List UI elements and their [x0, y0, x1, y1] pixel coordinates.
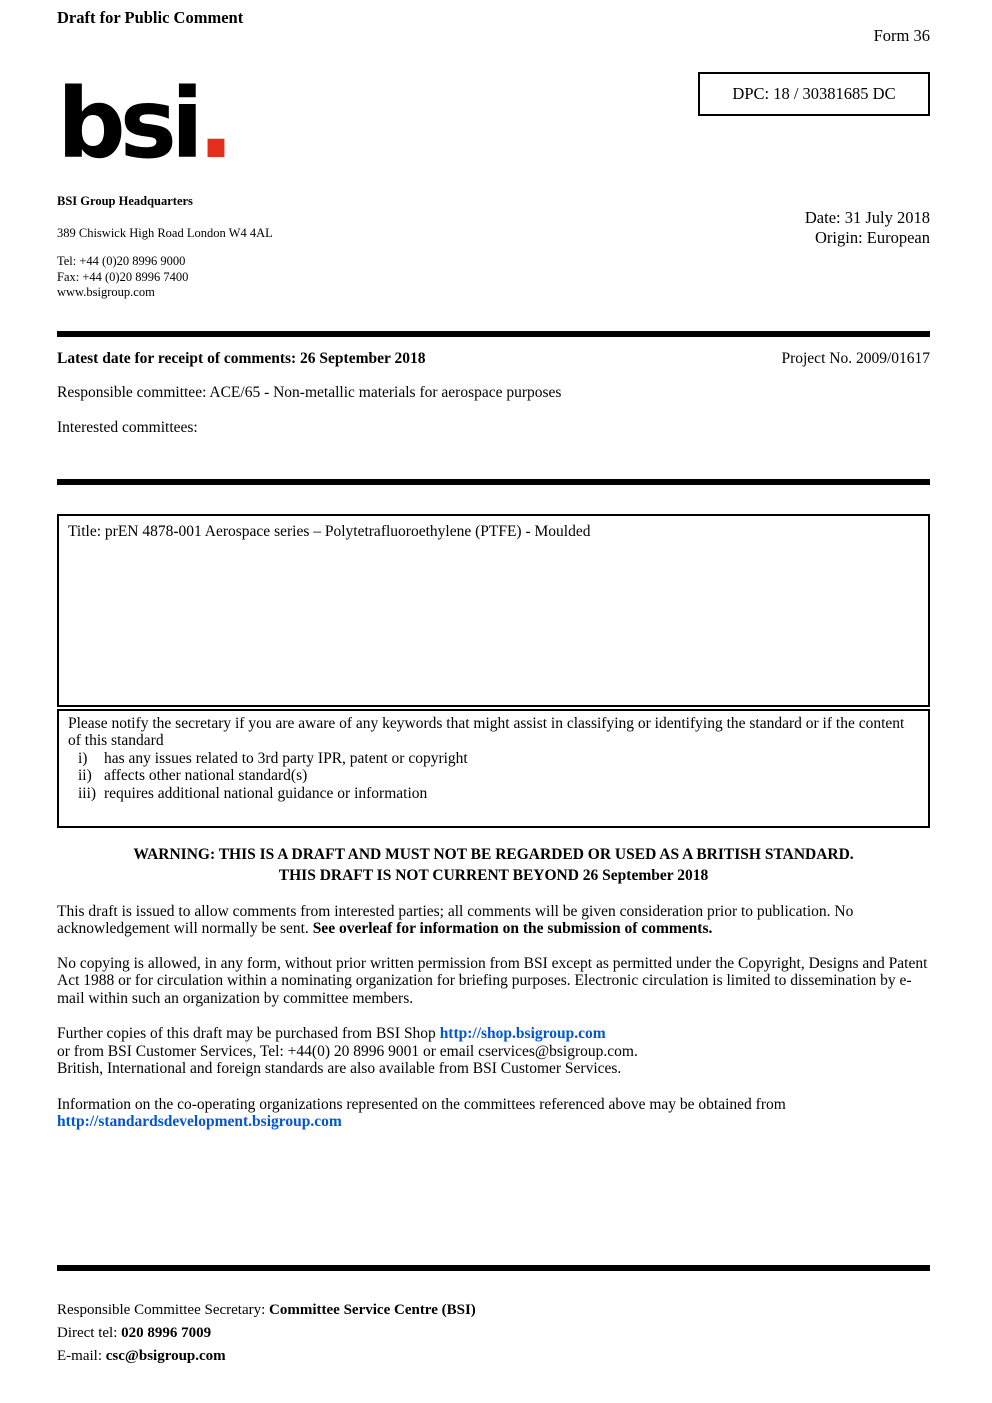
secretary-label: Responsible Committee Secretary:	[57, 1301, 270, 1318]
keywords-item-1-number: i)	[78, 749, 88, 767]
keywords-box	[57, 709, 930, 828]
fax-line: Fax: +44 (0)20 8996 7400	[57, 269, 189, 284]
comments-deadline-row	[57, 350, 930, 368]
cooperating-organizations-paragraph	[57, 1096, 930, 1131]
keywords-item-1	[68, 750, 919, 768]
cooperating-organizations-text: Information on the co-operating organizations represented on the committees referenced above may be obtained from	[57, 1095, 786, 1113]
header-section	[57, 68, 930, 301]
bsi-logo-text: bsi	[57, 68, 198, 180]
keywords-item-3-text: requires additional national guidance or information	[104, 784, 428, 802]
email-label: E-mail:	[57, 1347, 106, 1364]
draft-for-public-comment-label: Draft for Public Comment	[57, 8, 244, 27]
form-number-label: Form 36	[873, 26, 930, 45]
hq-label: BSI Group Headquarters	[57, 194, 193, 208]
secretary-footer	[57, 1299, 930, 1368]
direct-tel-line	[57, 1322, 930, 1345]
interested-committees-line: Interested committees:	[57, 418, 198, 436]
tel-line: Tel: +44 (0)20 8996 9000	[57, 254, 186, 268]
contact-lines	[57, 254, 273, 301]
divider-rule-middle	[57, 479, 930, 485]
direct-tel-label: Direct tel:	[57, 1324, 122, 1341]
direct-tel-value: 020 8996 7009	[121, 1324, 212, 1341]
keywords-item-2-number: ii)	[78, 767, 92, 784]
top-row	[57, 8, 930, 46]
date-origin-block	[698, 208, 930, 248]
warning-line-1: WARNING: THIS IS A DRAFT AND MUST NOT BE REGARDED OR USED AS A BRITISH STANDARD.	[133, 845, 854, 863]
latest-date-label: Latest date for receipt of comments: 26 September 2018	[57, 349, 426, 367]
purchase-info-text: Further copies of this draft may be purchased from BSI Shop	[57, 1025, 440, 1042]
standards-development-link[interactable]: http://standardsdevelopment.bsigroup.com	[57, 1113, 342, 1130]
header-left-column	[57, 68, 273, 301]
divider-rule-top	[57, 331, 930, 337]
address-line: 389 Chiswick High Road London W4 4AL	[57, 226, 273, 240]
keywords-item-3	[68, 785, 919, 803]
origin-line: Origin: European	[814, 228, 930, 247]
bsi-logo-red-dot: .	[197, 68, 235, 180]
bsi-shop-link[interactable]: http://shop.bsigroup.com	[439, 1025, 606, 1042]
copyright-paragraph: No copying is allowed, in any form, without prior written permission from BSI except as permitted under the Copyright, Designs and Patent Act 1988 or for circulation within a nominating organization for briefing purposes. Electronic circulation is limited to dissemination by e-mail within such an organization by committee members.	[57, 954, 928, 1007]
divider-rule-bottom	[57, 1265, 930, 1271]
keywords-item-2	[68, 767, 919, 785]
project-number: Project No. 2009/01617	[781, 349, 930, 367]
standard-title: Title: prEN 4878-001 Aerospace series – Polytetrafluoroethylene (PTFE) - Moulded	[68, 522, 591, 540]
keywords-item-2-text: affects other national standard(s)	[104, 767, 308, 784]
website-line: www.bsigroup.com	[57, 285, 155, 299]
comments-consideration-paragraph	[57, 903, 930, 938]
keywords-item-1-text: has any issues related to 3rd party IPR, patent or copyright	[104, 749, 468, 767]
date-line: Date: 31 July 2018	[804, 208, 930, 227]
email-line	[57, 1345, 930, 1368]
customer-services-text: or from BSI Customer Services, Tel: +44(0) 20 8996 9001 or email cservices@bsigroup.com.	[57, 1042, 638, 1060]
title-box	[57, 514, 930, 707]
email-value: csc@bsigroup.com	[105, 1347, 226, 1364]
secretary-value: Committee Service Centre (BSI)	[269, 1301, 476, 1318]
foreign-standards-text: British, International and foreign standards are also available from BSI Customer Services.	[57, 1060, 622, 1077]
responsible-committee-line: Responsible committee: ACE/65 - Non-metallic materials for aerospace purposes	[57, 383, 562, 401]
draft-warning	[57, 844, 930, 886]
keywords-item-3-number: iii)	[78, 784, 97, 802]
secretary-line	[57, 1299, 930, 1322]
warning-line-2: THIS DRAFT IS NOT CURRENT BEYOND 26 September 2018	[278, 866, 709, 884]
bsi-logo	[57, 68, 273, 180]
comments-overleaf-bold-text: See overleaf for information on the submission of comments.	[312, 920, 713, 937]
purchase-info-paragraph	[57, 1025, 930, 1078]
header-right-column	[698, 72, 930, 301]
dpc-number: DPC: 18 / 30381685 DC	[732, 84, 896, 103]
keywords-intro: Please notify the secretary if you are aware of any keywords that might assist in classifying or identifying the standard or if the content of this standard	[68, 714, 905, 749]
dpc-number-box	[698, 72, 930, 116]
comments-consideration-text: This draft is issued to allow comments from interested parties; all comments will be given consideration prior to publication. No acknowledgement will normally be sent.	[57, 902, 854, 937]
